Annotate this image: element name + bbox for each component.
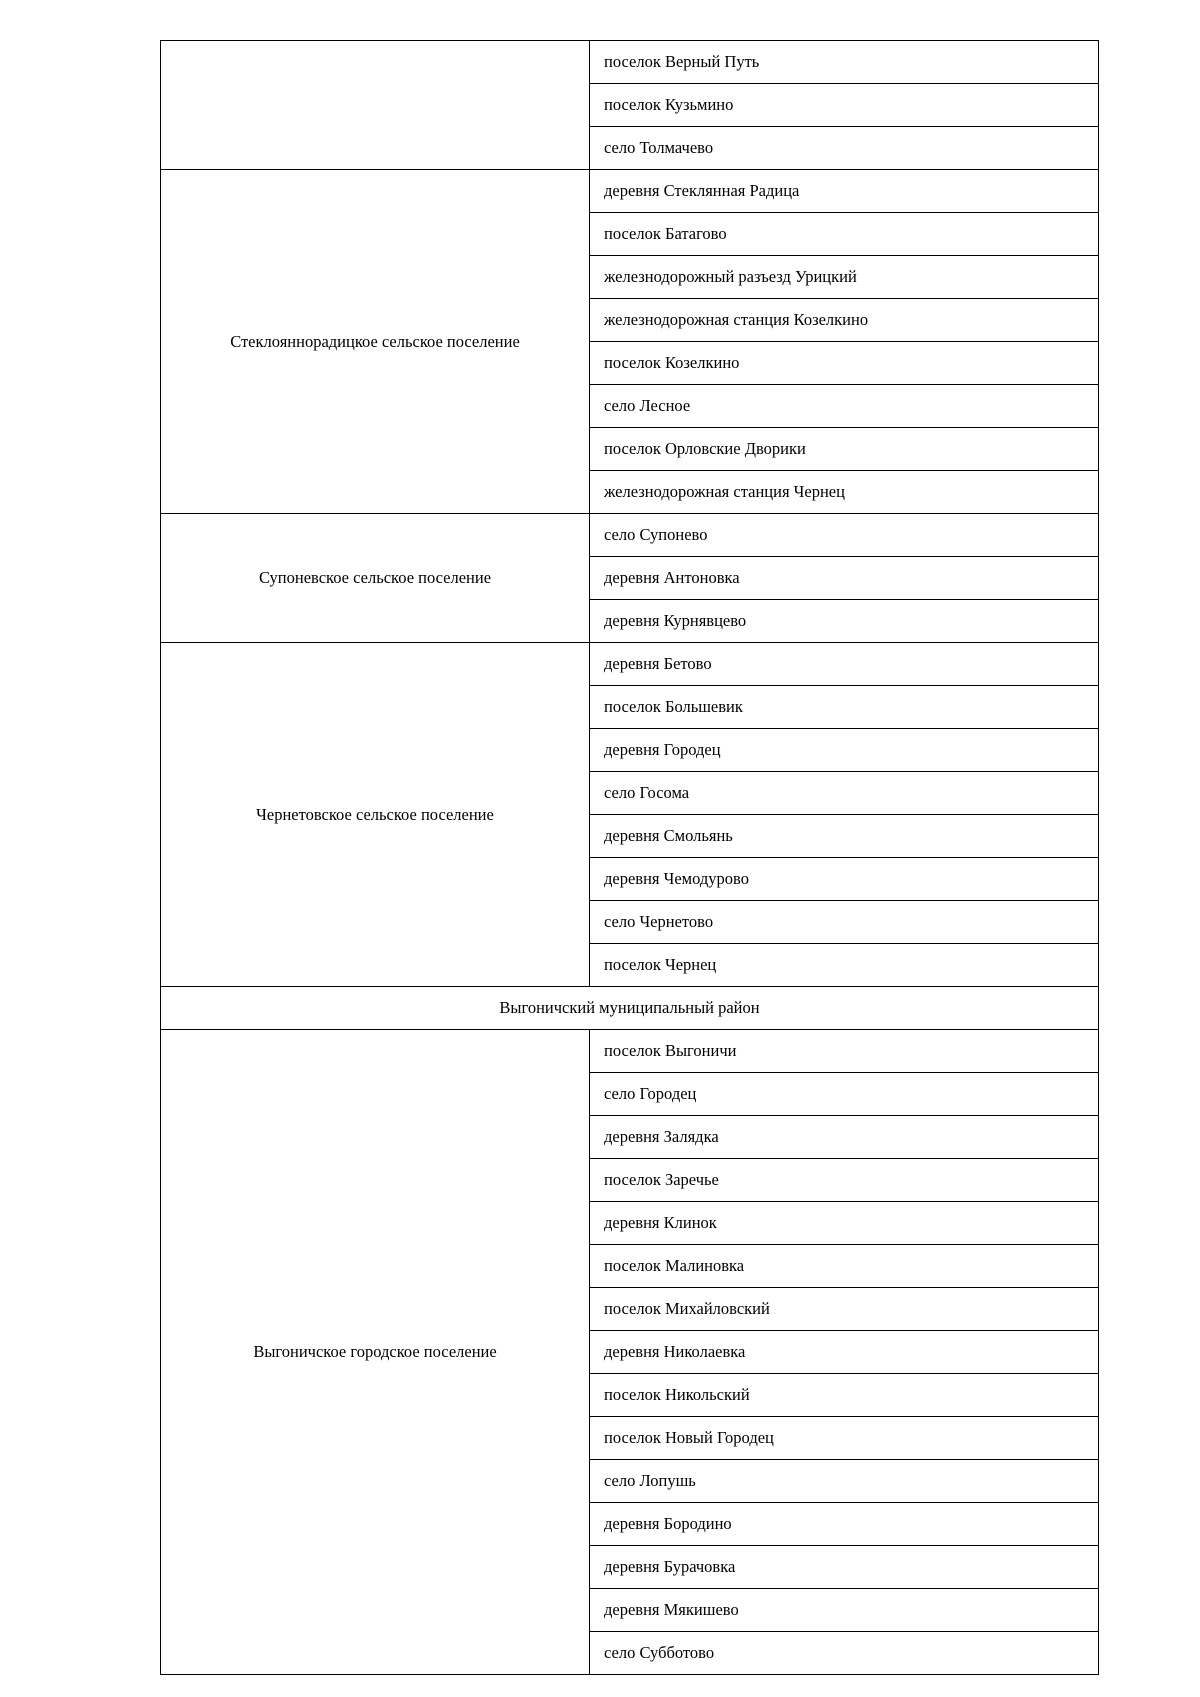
- place-cell: село Субботово: [590, 1632, 1099, 1675]
- place-cell: поселок Чернец: [590, 944, 1099, 987]
- place-cell: поселок Верный Путь: [590, 41, 1099, 84]
- place-cell: поселок Большевик: [590, 686, 1099, 729]
- table-row: [161, 514, 1099, 557]
- place-cell: поселок Михайловский: [590, 1288, 1099, 1331]
- settlements-table: [160, 40, 1099, 1675]
- table-row: [161, 170, 1099, 213]
- place-cell: деревня Бородино: [590, 1503, 1099, 1546]
- place-cell: поселок Батагово: [590, 213, 1099, 256]
- settlement-cell: Чернетовское сельское поселение: [161, 643, 590, 987]
- settlement-cell: Выгоничское городское поселение: [161, 1030, 590, 1675]
- place-cell: деревня Залядка: [590, 1116, 1099, 1159]
- place-cell: поселок Новый Городец: [590, 1417, 1099, 1460]
- place-cell: деревня Бетово: [590, 643, 1099, 686]
- place-cell: поселок Малиновка: [590, 1245, 1099, 1288]
- place-cell: село Городец: [590, 1073, 1099, 1116]
- place-cell: село Лопушь: [590, 1460, 1099, 1503]
- place-cell: поселок Кузьмино: [590, 84, 1099, 127]
- place-cell: железнодорожная станция Козелкино: [590, 299, 1099, 342]
- table-row: [161, 41, 1099, 84]
- place-cell: деревня Смольянь: [590, 815, 1099, 858]
- place-cell: поселок Козелкино: [590, 342, 1099, 385]
- place-cell: поселок Выгоничи: [590, 1030, 1099, 1073]
- place-cell: поселок Никольский: [590, 1374, 1099, 1417]
- settlement-cell: Супоневское сельское поселение: [161, 514, 590, 643]
- table-body: [161, 41, 1099, 1675]
- table-row: [161, 1030, 1099, 1073]
- settlement-cell: [161, 41, 590, 170]
- place-cell: село Супонево: [590, 514, 1099, 557]
- district-header: Выгоничский муниципальный район: [161, 987, 1099, 1030]
- place-cell: деревня Бурачовка: [590, 1546, 1099, 1589]
- district-header-row: [161, 987, 1099, 1030]
- place-cell: железнодорожный разъезд Урицкий: [590, 256, 1099, 299]
- settlement-cell: Стеклояннорадицкое сельское поселение: [161, 170, 590, 514]
- place-cell: деревня Мякишево: [590, 1589, 1099, 1632]
- place-cell: деревня Чемодурово: [590, 858, 1099, 901]
- place-cell: железнодорожная станция Чернец: [590, 471, 1099, 514]
- place-cell: село Толмачево: [590, 127, 1099, 170]
- place-cell: деревня Городец: [590, 729, 1099, 772]
- place-cell: деревня Антоновка: [590, 557, 1099, 600]
- place-cell: село Госома: [590, 772, 1099, 815]
- place-cell: поселок Заречье: [590, 1159, 1099, 1202]
- place-cell: деревня Курнявцево: [590, 600, 1099, 643]
- place-cell: деревня Николаевка: [590, 1331, 1099, 1374]
- place-cell: село Чернетово: [590, 901, 1099, 944]
- place-cell: село Лесное: [590, 385, 1099, 428]
- place-cell: поселок Орловские Дворики: [590, 428, 1099, 471]
- place-cell: деревня Стеклянная Радица: [590, 170, 1099, 213]
- place-cell: деревня Клинок: [590, 1202, 1099, 1245]
- table-row: [161, 643, 1099, 686]
